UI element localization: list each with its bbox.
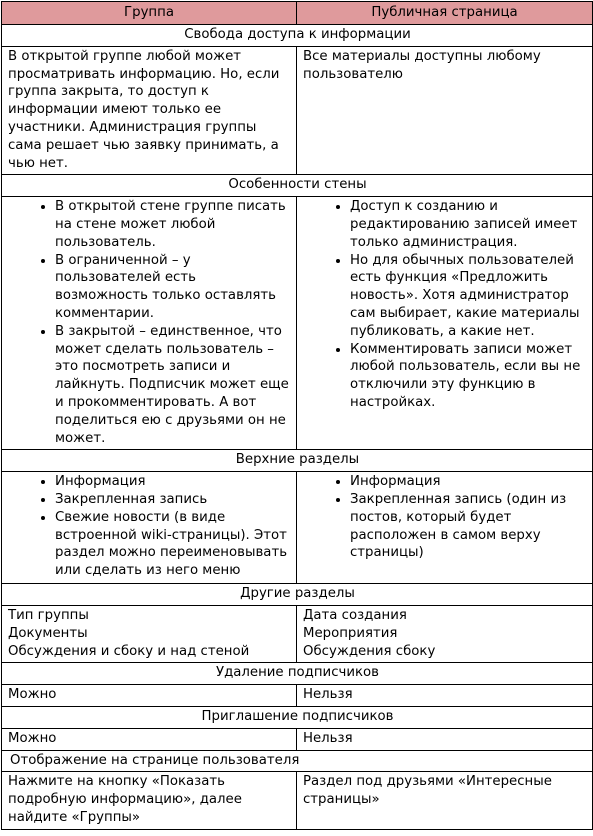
list-item: • Свежие новости (в виде встроенной wiki-страницы). Этот раздел можно переименовывать или сделать из него меню: [55, 509, 291, 580]
access-group-cell: В открытой группе любой может просматривать информацию. Но, если группа закрыта, то доступ к информации имеют только ее участники. Администрация группы сама решает чью заявку принимать, а чью нет.: [2, 46, 297, 175]
other-group-cell: [2, 605, 297, 662]
section-title-other: Другие разделы: [2, 584, 593, 606]
invite-group-cell: Можно: [2, 728, 297, 750]
section-row-other: [2, 584, 593, 606]
list-item: Дата создания: [303, 607, 407, 623]
other-row: [2, 605, 593, 662]
other-public-cell: [297, 605, 593, 662]
invite-public-cell: Нельзя: [297, 728, 593, 750]
wall-row: [2, 197, 593, 450]
top-row: [2, 472, 593, 584]
wall-group-list: [8, 198, 291, 447]
list-item: • Комментировать записи может любой пользователь, если вы не отключили эту функцию в настройках.: [350, 341, 587, 412]
list-item: Документы: [8, 625, 88, 641]
list-item: Обсуждения сбоку: [303, 643, 436, 659]
list-item: • Информация: [350, 473, 587, 491]
remove-public-cell: Нельзя: [297, 685, 593, 707]
header-public: Публичная страница: [297, 2, 593, 25]
invite-row: [2, 728, 593, 750]
list-item: • Закрепленная запись (один из постов, который будет расположен в самом верху страницы): [350, 491, 587, 562]
section-row-display: [2, 750, 593, 772]
top-group-list: [8, 473, 291, 580]
list-item: Тип группы: [8, 607, 89, 623]
section-row-remove: [2, 663, 593, 685]
section-title-display: Отображение на странице пользователя: [2, 750, 593, 772]
wall-public-cell: [297, 197, 593, 450]
display-group-cell: Нажмите на кнопку «Показать подробную информацию», далее найдите «Группы»: [2, 772, 297, 829]
section-row-invite: [2, 706, 593, 728]
list-item: Обсуждения и сбоку и над стеной: [8, 643, 250, 659]
section-title-remove: Удаление подписчиков: [2, 663, 593, 685]
list-item: • Но для обычных пользователей есть функция «Предложить новость». Хотя администратор сам выбирает, какие материалы публиковать, а какие нет.: [350, 252, 587, 341]
header-row: [2, 2, 593, 25]
list-item: • Информация: [55, 473, 291, 491]
top-public-list: [303, 473, 587, 562]
section-row-top: [2, 450, 593, 472]
section-title-invite: Приглашение подписчиков: [2, 706, 593, 728]
access-row: [2, 46, 593, 175]
remove-row: [2, 685, 593, 707]
list-item: • В ограниченной – у пользователей есть возможность только оставлять комментарии.: [55, 252, 291, 323]
wall-public-list: [303, 198, 587, 412]
remove-group-cell: Можно: [2, 685, 297, 707]
access-public-cell: Все материалы доступны любому пользователю: [297, 46, 593, 175]
section-row-wall: [2, 175, 593, 197]
display-row: [2, 772, 593, 829]
section-title-top: Верхние разделы: [2, 450, 593, 472]
list-item: • В закрытой – единственное, что может сделать пользователь – это посмотреть записи и лайкнуть. Подписчик может еще и прокомментировать. А вот поделиться ею с друзьями он не может.: [55, 323, 291, 448]
display-public-cell: Раздел под друзьями «Интересные страницы»: [297, 772, 593, 829]
top-group-cell: [2, 472, 297, 584]
comparison-table: [1, 1, 593, 830]
list-item: • Закрепленная запись: [55, 491, 291, 509]
header-group: Группа: [2, 2, 297, 25]
section-title-wall: Особенности стены: [2, 175, 593, 197]
wall-group-cell: [2, 197, 297, 450]
list-item: • Доступ к созданию и редактированию записей имеет только администрация.: [350, 198, 587, 251]
section-row-access: [2, 25, 593, 47]
list-item: Мероприятия: [303, 625, 398, 641]
list-item: • В открытой стене группе писать на стене может любой пользователь.: [55, 198, 291, 251]
top-public-cell: [297, 472, 593, 584]
section-title-access: Свобода доступа к информации: [2, 25, 593, 47]
